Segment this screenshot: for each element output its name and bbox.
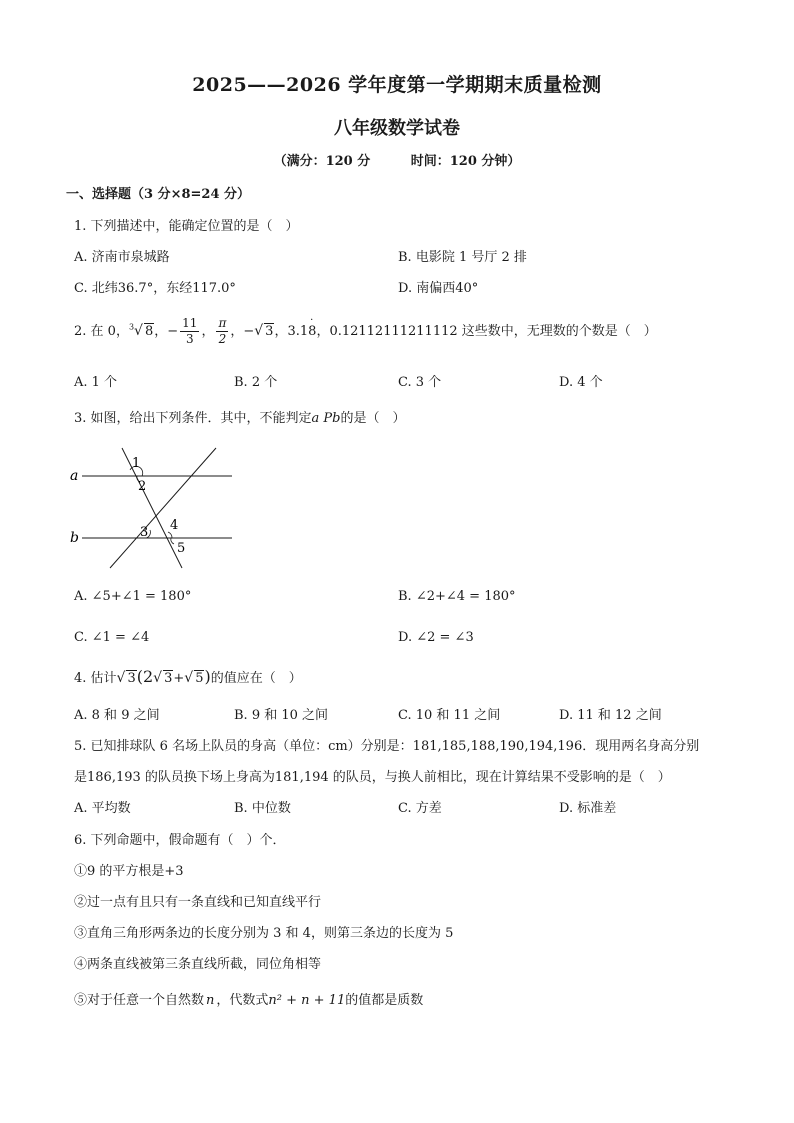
q6-p5-prefix: ⑤对于任意一个自然数 [74,993,205,1008]
q2-cbrt-value: 8 [144,324,154,339]
q2-frac2-den: 2 [218,332,227,346]
q3-option-c: C. ∠1 = ∠4 [74,630,150,645]
q6-stem: 6. 下列命题中，假命题有（ ）个． [74,833,286,848]
q6-p5-mid: ，代数式 [216,993,269,1008]
q3-option-d: D. ∠2 = ∠3 [398,630,474,645]
angle-label-1: 1 [132,456,141,471]
q4-stem [74,667,302,686]
q2-option-b: B. 2 个 [234,375,278,390]
q6-proposition-3: ③直角三角形两条边的长度分别为 3 和 4，则第三条边的长度为 5 [74,926,454,941]
q2-sep4: ， [274,324,288,339]
radical-icon: √ [134,323,143,339]
radical-icon: √ [184,670,194,686]
q2-option-c: C. 3 个 [398,375,442,390]
q5-option-c: C. 方差 [398,801,442,816]
transversal-1 [122,448,182,568]
q6-proposition-4: ④两条直线被第三条直线所截，同位角相等 [74,957,322,972]
q5-option-b: B. 中位数 [234,801,291,816]
q6-p5-suffix: 的值都是质数 [345,993,424,1008]
angle-label-2: 2 [138,479,147,494]
q2-stem [74,316,657,347]
angle-arc-5 [171,538,174,544]
exam-subtitle: 八年级数学试卷 [334,118,460,139]
q6-proposition-1: ①9 的平方根是+3 [74,864,184,879]
exam-title: 2025——2026 学年度第一学期期末质量检测 [192,74,602,96]
q2-sqrt-value: 3 [265,324,274,339]
q4-sqrt2: 3 [164,671,173,686]
q2-sep2: ， [201,324,215,339]
radical-icon: √ [254,323,264,339]
q1-option-c: C. 北纬36.7°，东经117.0° [74,281,236,296]
q4-plus: + [173,671,185,686]
q6-proposition-5 [74,989,423,1008]
q4-option-c: C. 10 和 11 之间 [398,708,501,723]
q6-p5-var: n [206,993,215,1008]
q4-sqrt3: 5 [195,671,204,686]
q2-frac1-num: 11 [182,316,198,330]
q4-prefix: 4. 估计 [74,671,117,686]
q3-stem-prefix: 3. 如图，给出下列条件．其中，不能判定 [74,411,312,426]
q1-option-a: A. 济南市泉城路 [74,250,170,265]
q3-parallel-lines-figure [66,440,246,570]
q3-stem-math: a Pb [311,411,341,426]
label-a: a [70,468,79,484]
section-heading: 一、选择题（3 分×8=24 分） [66,187,251,202]
q2-repeating-digit [308,315,317,339]
q1-option-b: B. 电影院 1 号厅 2 排 [398,250,527,265]
radical-icon: √ [153,670,163,686]
q2-prefix: 2. 在 0， [74,324,129,339]
radical-icon: √ [116,670,126,686]
transversal-2 [110,448,216,568]
q4-close-paren: ) [204,667,211,686]
q2-frac1-den: 3 [185,332,194,346]
q6-p5-expr: n² + n + 11 [268,993,346,1008]
q4-open-paren: (2 [136,667,154,686]
q2-option-a: A. 1 个 [74,375,118,390]
q2-frac1 [180,316,199,347]
angle-label-4: 4 [170,518,179,533]
q2-frac2-num: π [218,316,227,330]
q2-repeating-dot-digit: 8 [308,324,317,339]
q5-option-a: A. 平均数 [74,801,131,816]
angle-label-5: 5 [177,541,186,556]
score-info: （满分：120 分 [273,154,371,169]
q4-sqrt1: 3 [127,671,136,686]
q2-frac2 [216,316,228,347]
q5-option-d: D. 标准差 [559,801,617,816]
time-info: 时间：120 分钟） [410,154,521,169]
label-b: b [70,530,79,546]
q1-option-d: D. 南偏西40° [398,281,479,296]
q3-stem [74,407,406,426]
q2-cbrt-index: 3 [128,322,135,332]
q6-proposition-2: ②过一点有且只有一条直线和已知直线平行 [74,895,322,910]
q2-sep3: ，− [230,324,255,339]
q4-option-a: A. 8 和 9 之间 [74,708,160,723]
q1-stem: 1. 下列描述中，能确定位置的是（ ） [74,219,299,234]
repeat-dot-icon: · [310,315,314,326]
q2-repeating: 3.1 [287,324,309,339]
q4-option-b: B. 9 和 10 之间 [234,708,329,723]
q4-suffix: 的值应在（ ） [210,671,302,686]
exam-info [0,150,794,169]
q4-option-d: D. 11 和 12 之间 [559,708,662,723]
q5-line2: 是186,193 的队员换下场上身高为181,194 的队员，与换人前相比，现在计算结果不受影响的是（ ） [74,770,671,785]
q2-sep1: ，− [154,324,179,339]
q2-rest: ，0.12112111211112 这些数中，无理数的个数是（ ） [316,324,657,339]
q5-line1: 5. 已知排球队 6 名场上队员的身高（单位：cm）分别是：181,185,188,190,194,196．现用两名身高分别 [74,739,700,754]
q3-option-a: A. ∠5+∠1 = 180° [74,589,192,604]
q3-option-b: B. ∠2+∠4 = 180° [398,589,516,604]
angle-label-3: 3 [140,525,149,540]
q3-stem-suffix: 的是（ ） [340,411,406,426]
q2-option-d: D. 4 个 [559,375,603,390]
